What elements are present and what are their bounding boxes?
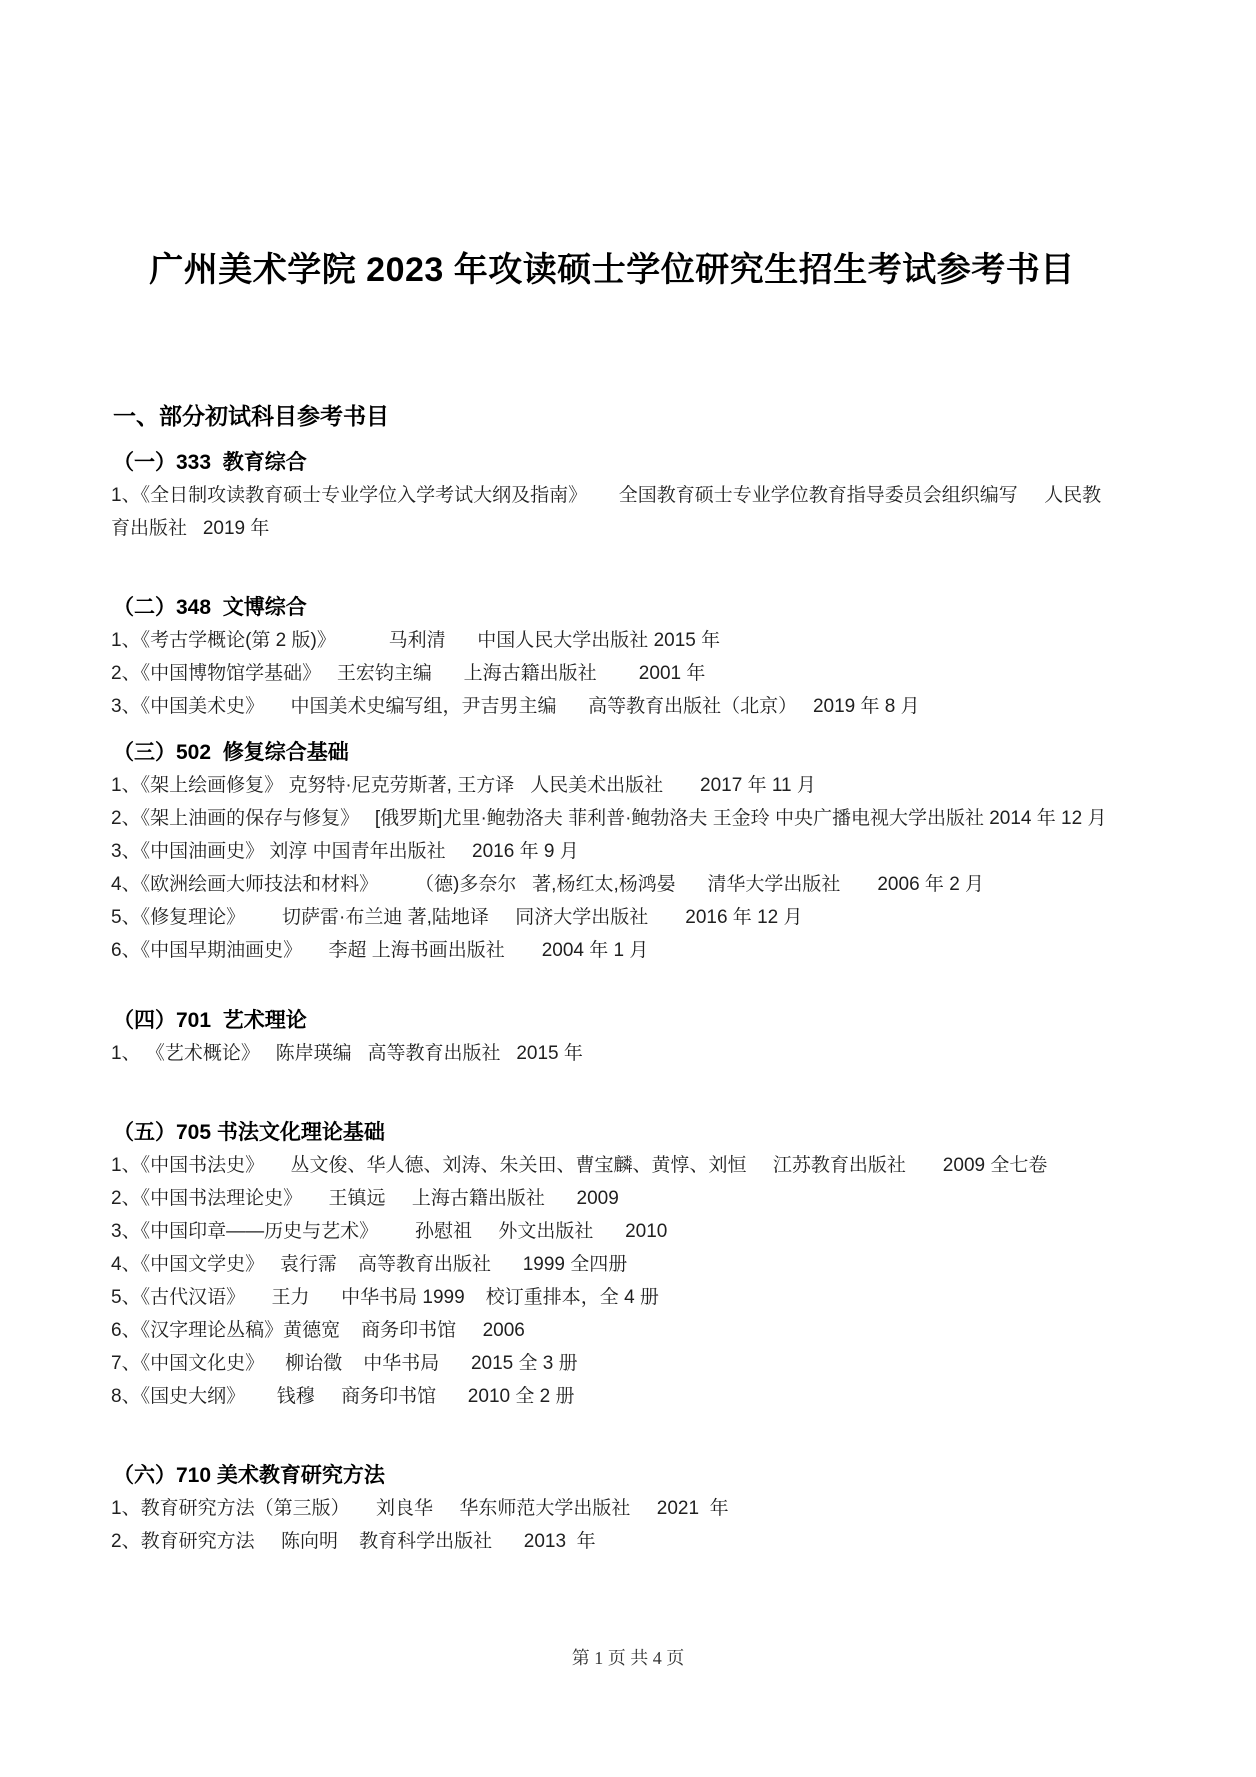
book-item: 6、《汉字理论丛稿》黄德宽 商务印书馆 2006: [111, 1320, 525, 1341]
book-item: 8、《国史大纲》 钱穆 商务印书馆 2010 全 2 册: [111, 1386, 575, 1407]
section-502-restoration: [111, 742, 1113, 967]
book-item: 1、《考古学概论(第 2 版)》 马利清 中国人民大学出版社 2015 年: [111, 630, 721, 651]
page-number-footer: 第 1 页 共 4 页: [571, 1648, 685, 1668]
book-item: 2、教育研究方法 陈向明 教育科学出版社 2013 年: [111, 1531, 596, 1552]
book-item: 1、 《艺术概论》 陈岸瑛编 高等教育出版社 2015 年: [111, 1043, 583, 1064]
subject-heading-348: （二）348 文博综合: [113, 596, 307, 619]
book-item: 2、《中国书法理论史》 王镇远 上海古籍出版社 2009: [111, 1188, 619, 1209]
section-348-wenbo: [111, 597, 1113, 723]
section-710-art-education: [111, 1465, 1113, 1558]
subject-heading-705: （五）705 书法文化理论基础: [113, 1121, 385, 1144]
book-item: 3、《中国油画史》 刘淳 中国青年出版社 2016 年 9 月: [111, 841, 579, 862]
book-item: 6、《中国早期油画史》 李超 上海书画出版社 2004 年 1 月: [111, 940, 649, 961]
book-item: 3、《中国美术史》 中国美术史编写组，尹吉男主编 高等教育出版社（北京） 2019 年 8 月: [111, 696, 920, 717]
subject-heading-701: （四）701 艺术理论: [113, 1009, 307, 1032]
book-item: 7、《中国文化史》 柳诒徵 中华书局 2015 全 3 册: [111, 1353, 578, 1374]
section-705-calligraphy: [111, 1122, 1113, 1413]
page-title: 广州美术学院 2023 年攻读硕士学位研究生招生考试参考书目: [149, 251, 1075, 289]
book-item: 4、《中国文学史》 袁行霈 高等教育出版社 1999 全四册: [111, 1254, 628, 1275]
document-content: [111, 0, 1113, 1558]
book-item: 1、教育研究方法（第三版） 刘良华 华东师范大学出版社 2021 年: [111, 1498, 729, 1519]
book-item: 1、《架上绘画修复》 克努特·尼克劳斯著, 王方译 人民美术出版社 2017 年 11 月: [111, 775, 816, 796]
book-item: 1、《中国书法史》 丛文俊、华人德、刘涛、朱关田、曹宝麟、黄惇、刘恒 江苏教育出版社 2009 全七卷: [111, 1155, 1048, 1176]
book-item: 5、《修复理论》 切萨雷·布兰迪 著,陆地译 同济大学出版社 2016 年 12 月: [111, 907, 803, 928]
book-item: 2、《中国博物馆学基础》 王宏钧主编 上海古籍出版社 2001 年: [111, 663, 706, 684]
book-item: 1、《全日制攻读教育硕士专业学位入学考试大纲及指南》 全国教育硕士专业学位教育指导委员会组织编写 人民教育出版社 2019 年: [111, 485, 1102, 539]
section-333-education: [111, 452, 1113, 545]
subject-heading-333: （一）333 教育综合: [113, 451, 307, 474]
book-item: 4、《欧洲绘画大师技法和材料》 （德)多奈尔 著,杨红太,杨鸿晏 清华大学出版社 2006 年 2 月: [111, 874, 985, 895]
subject-heading-502: （三）502 修复综合基础: [113, 741, 349, 764]
book-item: 3、《中国印章——历史与艺术》 孙慰祖 外文出版社 2010: [111, 1221, 668, 1242]
part-one-heading: 一、部分初试科目参考书目: [113, 403, 389, 429]
section-701-art-theory: [111, 1010, 1113, 1070]
book-item: 2、《架上油画的保存与修复》 [俄罗斯]尤里·鲍勃洛夫 菲利普·鲍勃洛夫 王金玲 中央广播电视大学出版社 2014 年 12 月: [111, 808, 1107, 829]
subject-heading-710: （六）710 美术教育研究方法: [113, 1464, 385, 1487]
book-item: 5、《古代汉语》 王力 中华书局 1999 校订重排本，全 4 册: [111, 1287, 659, 1308]
